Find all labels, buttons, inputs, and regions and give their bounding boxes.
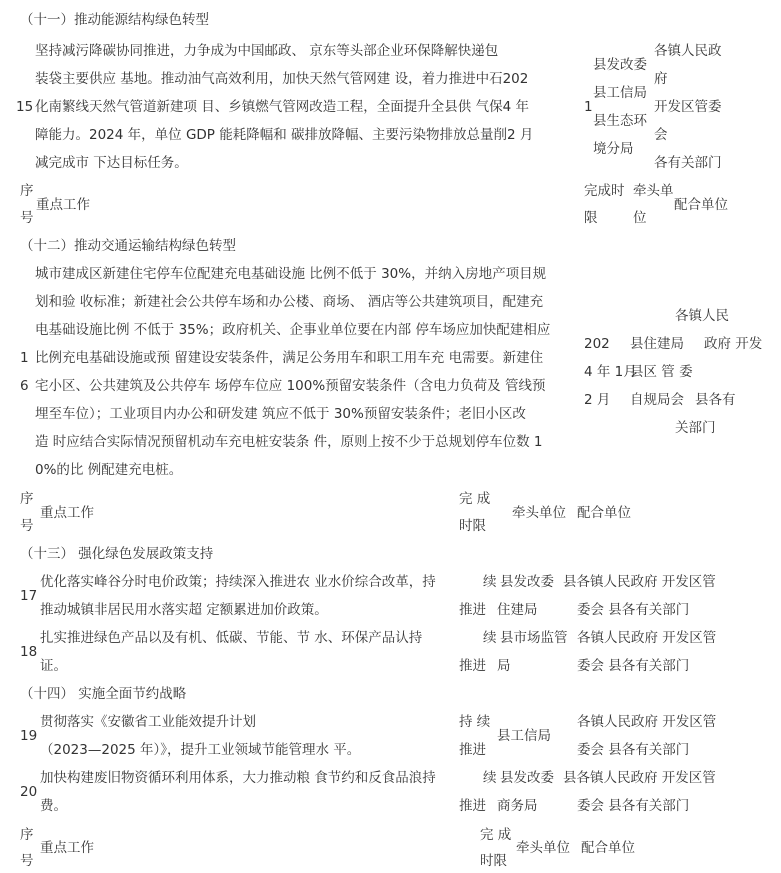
- header-coop: 配合单位: [674, 197, 728, 213]
- seq-number: 6: [20, 378, 29, 394]
- lead-unit: 县工信局: [497, 728, 551, 744]
- time-limit: 推进: [459, 658, 486, 674]
- header-coop: 配合单位: [581, 840, 635, 856]
- time-limit: 续: [483, 630, 497, 646]
- lead-unit: 县发改委: [593, 57, 647, 73]
- coop-unit: 县各有: [695, 392, 736, 408]
- header-seq: 序: [20, 183, 34, 199]
- header-seq: 序: [20, 827, 34, 843]
- work-line: 电基础设施比例 不低于 35%；政府机关、企事业单位要在内部 停车场应加快配建相应: [35, 322, 551, 338]
- lead-unit: 自规局会: [630, 392, 684, 408]
- section-title-14: （十四） 实施全面节约战略: [20, 686, 187, 702]
- time-limit: 续: [483, 770, 497, 786]
- header-lead: 牵头单位: [512, 505, 566, 521]
- header-time: 完 成: [480, 827, 512, 843]
- coop-unit: 政府 开发: [704, 336, 763, 352]
- time-limit: 4 年 1月: [584, 364, 637, 380]
- header-work: 重点工作: [40, 505, 94, 521]
- section-title-13: （十三） 强化绿色发展政策支持: [20, 546, 214, 562]
- work-line: 0%的比 例配建充电桩。: [35, 462, 183, 478]
- coop-unit: 委会 县各有关部门: [577, 658, 690, 674]
- header-time: 完成时: [584, 183, 625, 199]
- coop-unit: 会: [654, 127, 668, 143]
- work-line: 推动城镇非居民用水落实超 定额累进加价政策。: [40, 602, 328, 618]
- header-time: 时限: [480, 853, 507, 869]
- header-time: 限: [584, 210, 598, 226]
- work-line: 加快构建废旧物资循环利用体系，大力推动粮 食节约和反食品浪持: [40, 770, 436, 786]
- work-line: 减完成市 下达目标任务。: [35, 155, 188, 171]
- lead-unit: 县生态环: [593, 113, 647, 129]
- lead-unit: 县住建局: [630, 336, 684, 352]
- header-work: 重点工作: [40, 840, 94, 856]
- time-limit: 2 月: [584, 392, 611, 408]
- coop-unit: 开发区管委: [654, 99, 722, 115]
- coop-unit: 各镇人民政: [654, 43, 722, 59]
- lead-unit: 县发改委: [500, 770, 554, 786]
- lead-unit: 商务局: [497, 798, 538, 814]
- work-line: 化南繁线天然气管道新建项 目、乡镇燃气管网改造工程，全面提升全县供 气保4 年: [35, 99, 529, 115]
- time-limit: 1: [584, 99, 593, 115]
- header-lead: 牵头单位: [516, 840, 570, 856]
- header-seq: 号: [20, 518, 34, 534]
- lead-unit: 住建局: [497, 602, 538, 618]
- section-title-11: （十一）推动能源结构绿色转型: [20, 12, 209, 28]
- coop-unit: 县各镇人民政府 开发区管: [563, 770, 716, 786]
- coop-unit: 府: [654, 71, 668, 87]
- coop-unit: 各有关部门: [654, 155, 722, 171]
- work-line: 优化落实峰谷分时电价政策；持续深入推进农 业水价综合改革，持: [40, 574, 436, 590]
- lead-unit: 县市场监管: [500, 630, 568, 646]
- lead-unit: 境分局: [593, 141, 634, 157]
- work-line: 贯彻落实《安徽省工业能效提升计划: [40, 714, 256, 730]
- lead-unit: 县区 管 委: [630, 364, 693, 380]
- seq-number: 19: [20, 728, 38, 744]
- work-line: 扎实推进绿色产品以及有机、低碳、节能、节 水、环保产品认持: [40, 630, 423, 646]
- header-lead: 位: [633, 210, 647, 226]
- header-seq: 序: [20, 491, 34, 507]
- header-work: 重点工作: [36, 197, 90, 213]
- work-line: 城市建成区新建住宅停车位配建充电基础设施 比例不低于 30%，并纳入房地产项目规: [35, 266, 547, 282]
- work-line: （2023—2025 年）》，提升工业领域节能管理水 平。: [40, 742, 361, 758]
- coop-unit: 委会 县各有关部门: [577, 742, 690, 758]
- work-line: 费。: [40, 798, 67, 814]
- seq-number: 17: [20, 588, 38, 604]
- lead-unit: 县发改委: [500, 574, 554, 590]
- work-line: 宅小区、公共建筑及公共停车 场停车位应 100%预留安装条件（含电力负荷及 管线预: [35, 378, 546, 394]
- work-line: 比例充电基础设施或预 留建设安装条件，满足公务用车和职工用车充 电需要。新建住: [35, 350, 544, 366]
- header-seq: 号: [20, 853, 34, 869]
- coop-unit: 各镇人民政府 开发区管: [577, 630, 717, 646]
- time-limit: 202: [584, 336, 610, 352]
- time-limit: 推进: [459, 798, 486, 814]
- coop-unit: 各镇人民: [675, 308, 729, 324]
- work-line: 证。: [40, 658, 67, 674]
- time-limit: 推进: [459, 602, 486, 618]
- seq-number: 20: [20, 784, 38, 800]
- coop-unit: 关部门: [675, 420, 716, 436]
- work-line: 障能力。2024 年，单位 GDP 能耗降幅和 碳排放降幅、主要污染物排放总量削2 月: [35, 127, 534, 143]
- seq-number: 18: [20, 644, 38, 660]
- work-line: 划和验 收标准；新建社会公共停车场和办公楼、商场、 酒店等公共建筑项目，配建充: [35, 294, 544, 310]
- coop-unit: 委会 县各有关部门: [577, 798, 690, 814]
- header-time: 完 成: [459, 491, 491, 507]
- time-limit: 持 续: [459, 714, 491, 730]
- coop-unit: 县各镇人民政府 开发区管: [563, 574, 716, 590]
- time-limit: 推进: [459, 742, 486, 758]
- work-line: 造 时应结合实际情况预留机动车充电桩安装条 件，原则上按不少于总规划停车位数 1: [35, 434, 543, 450]
- header-seq: 号: [20, 210, 34, 226]
- time-limit: 续: [483, 574, 497, 590]
- work-line: 坚持减污降碳协同推进，力争成为中国邮政、 京东等头部企业环保降解快递包: [35, 43, 499, 59]
- lead-unit: 县工信局: [593, 85, 647, 101]
- seq-number: 1: [20, 350, 29, 366]
- section-title-12: （十二）推动交通运输结构绿色转型: [20, 238, 236, 254]
- header-lead: 牵头单: [633, 183, 674, 199]
- work-line: 装袋主要供应 基地。推动油气高效利用，加快天然气管网建 设，着力推进中石202: [35, 71, 529, 87]
- work-line: 埋至车位）；工业项目内办公和研发建 筑应不低于 30%预留安装条件；老旧小区改: [35, 406, 526, 422]
- header-coop: 配合单位: [577, 505, 631, 521]
- lead-unit: 局: [497, 658, 511, 674]
- header-time: 时限: [459, 518, 486, 534]
- seq-number: 15: [16, 99, 34, 115]
- coop-unit: 委会 县各有关部门: [577, 602, 690, 618]
- coop-unit: 各镇人民政府 开发区管: [577, 714, 717, 730]
